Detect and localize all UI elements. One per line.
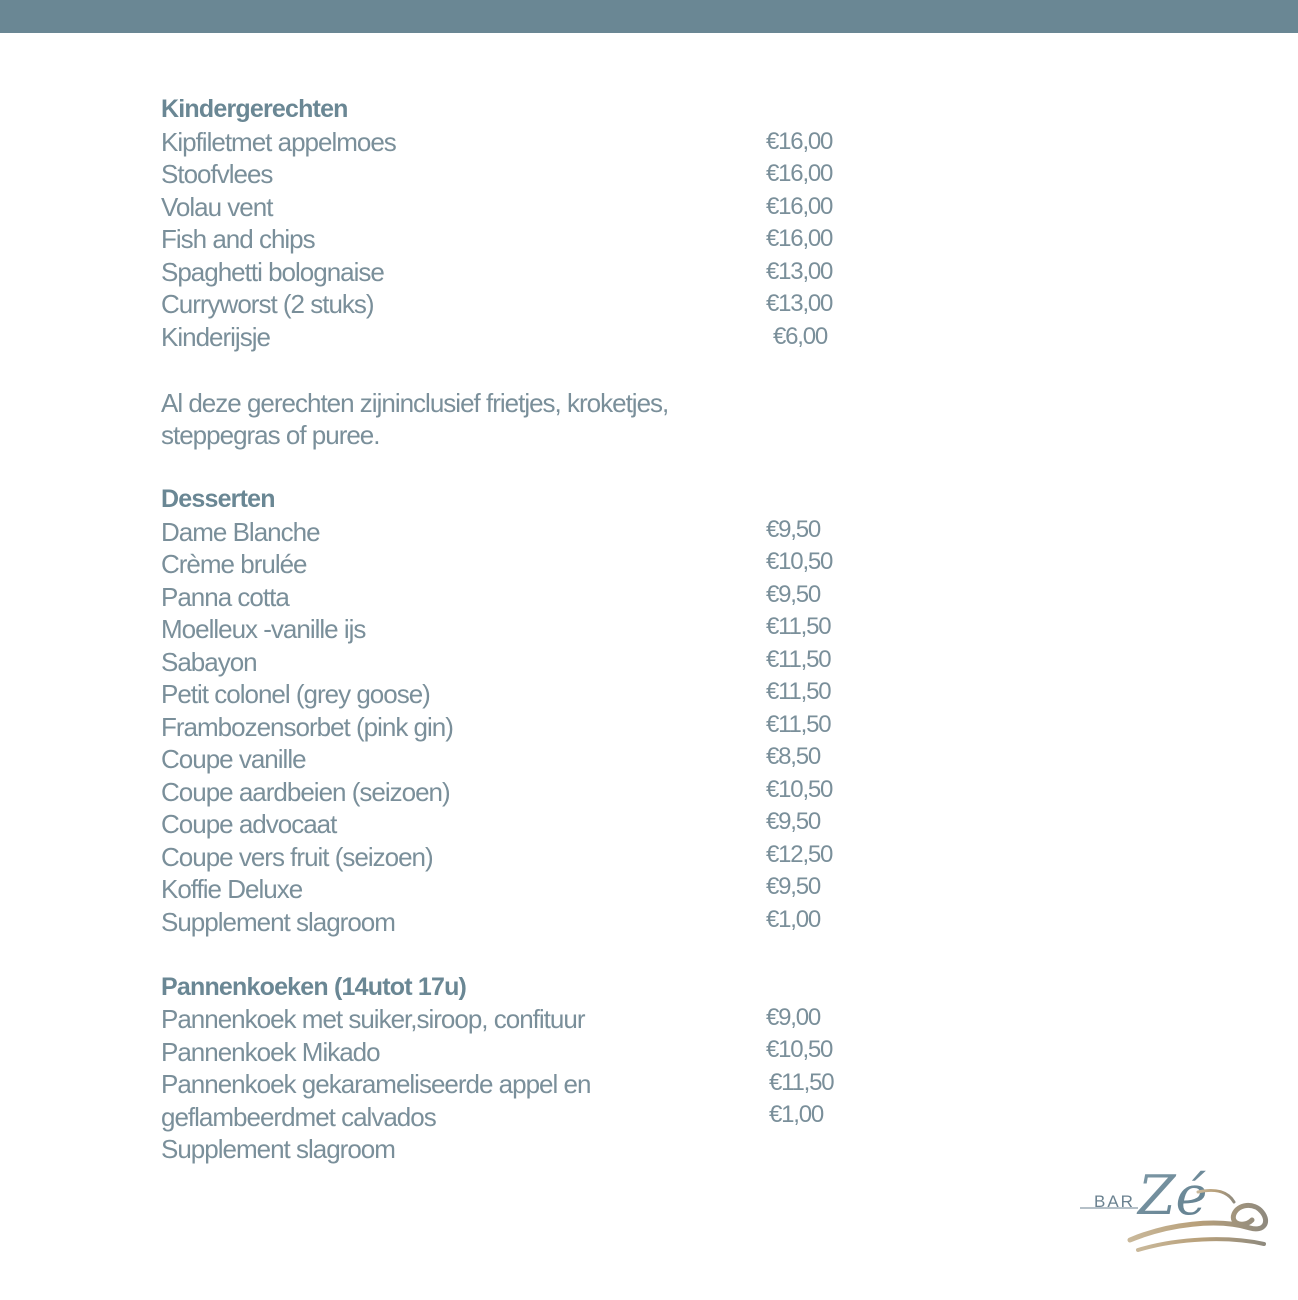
menu-price: €12,50 [766,841,833,868]
menu-item: Coupe aardbeien (seizoen) [161,777,450,807]
menu-item: Pannenkoek met suiker,siroop, confituur [161,1004,585,1034]
menu-item: Moelleux -vanille ijs [161,614,366,644]
menu-price: €1,00 [766,906,821,933]
menu-item: Frambozensorbet (pink gin) [161,712,453,742]
menu-item: Koffie Deluxe [161,874,303,904]
menu-item: Coupe vanille [161,744,306,774]
menu-price: €11,50 [766,613,831,640]
menu-item: Fish and chips [161,224,315,254]
menu-item: Panna cotta [161,582,289,612]
menu-item: Pannenkoek gekarameliseerde appel en [161,1069,591,1099]
logo-bar-text: BAR [1094,1192,1135,1211]
menu-item: Spaghetti bolognaise [161,257,384,287]
menu-price: €9,50 [766,873,821,900]
menu-item: Stoofvlees [161,159,273,189]
menu-price: €13,00 [766,258,833,285]
menu-price: €9,50 [766,808,821,835]
menu-price: €9,50 [766,581,821,608]
menu-price: €13,00 [766,290,833,317]
menu-item: Sabayon [161,647,257,677]
bar-ze-logo [1078,1158,1274,1258]
menu-item: Coupe vers fruit (seizoen) [161,842,433,872]
menu-price: €9,00 [766,1004,821,1031]
wave-logo-icon [1078,1158,1274,1258]
menu-item: Pannenkoek Mikado [161,1037,380,1067]
section-title-pannenkoeken: Pannenkoeken (14utot 17u) [161,973,467,1001]
menu-price: €10,50 [766,776,833,803]
section-note-line: steppegras of puree. [161,420,380,450]
menu-item: Curryworst (2 stuks) [161,289,374,319]
menu-price: €16,00 [766,225,833,252]
section-title-desserten: Desserten [161,485,275,513]
menu-item: Supplement slagroom [161,1134,395,1164]
menu-item: Kinderijsje [161,322,270,352]
top-banner [0,0,1298,33]
menu-item: Volau vent [161,192,273,222]
menu-price: €11,50 [769,1069,834,1096]
section-note-line: Al deze gerechten zijninclusief frietjes, kroketjes, [161,388,669,418]
menu-price: €11,50 [766,646,831,673]
menu-price: €11,50 [766,678,831,705]
menu-price: €16,00 [766,193,833,220]
menu-item: Coupe advocaat [161,809,337,839]
menu-price: €6,00 [773,323,828,350]
menu-price: €16,00 [766,160,833,187]
menu-item: Crème brulée [161,549,307,579]
menu-price: €1,00 [769,1101,824,1128]
menu-item: Petit colonel (grey goose) [161,679,430,709]
menu-price: €11,50 [766,711,831,738]
section-title-kindergerechten: Kindergerechten [161,95,348,123]
menu-price: €16,00 [766,128,833,155]
logo-script-text: Zé [1138,1164,1208,1227]
menu-item: Supplement slagroom [161,907,395,937]
menu-price: €10,50 [766,548,833,575]
menu-item: Dame Blanche [161,517,320,547]
menu-price: €8,50 [766,743,821,770]
menu-price: €9,50 [766,516,821,543]
menu-item: Kipfiletmet appelmoes [161,127,396,157]
menu-price: €10,50 [766,1036,833,1063]
menu-item: geflambeerdmet calvados [161,1102,436,1132]
